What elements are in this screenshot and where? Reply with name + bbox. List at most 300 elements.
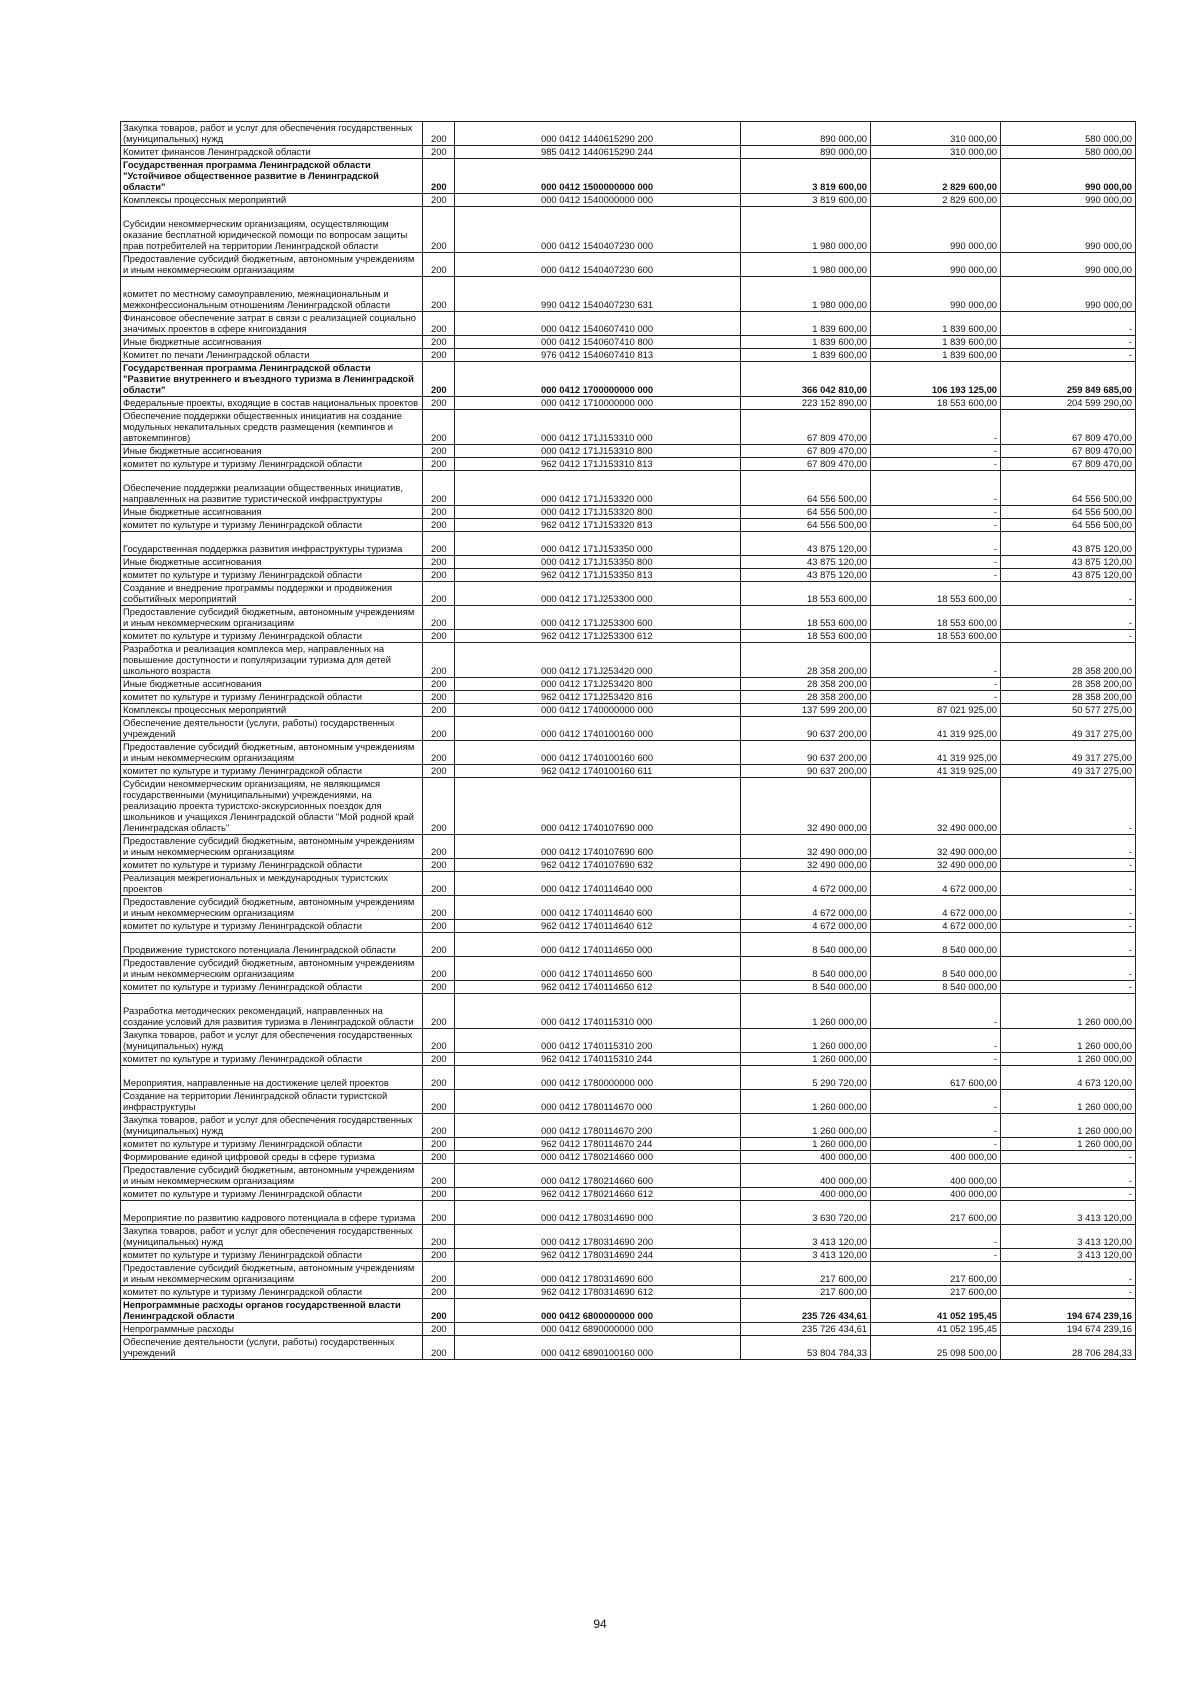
row-code-cell: 200 <box>423 349 455 362</box>
amount-own-cell: 1 839 600,00 <box>871 336 1001 349</box>
table-row <box>121 1336 1136 1360</box>
amount-own-cell: - <box>871 1053 1001 1066</box>
row-name-cell: Государственная поддержка развития инфраструктуры туризма <box>121 532 423 556</box>
amount-own-cell: - <box>871 532 1001 556</box>
amount-other-cell: 204 599 290,00 <box>1001 397 1136 410</box>
table-row <box>121 1029 1136 1053</box>
amount-total-cell: 890 000,00 <box>741 146 871 159</box>
row-code-cell: 200 <box>423 122 455 146</box>
row-code-cell: 200 <box>423 630 455 643</box>
row-code-cell: 200 <box>423 1201 455 1225</box>
row-code-cell: 200 <box>423 1114 455 1138</box>
row-name-cell: комитет по культуре и туризму Ленинградской области <box>121 765 423 778</box>
amount-total-cell: 1 260 000,00 <box>741 1053 871 1066</box>
row-code-cell: 200 <box>423 1164 455 1188</box>
amount-total-cell: 5 290 720,00 <box>741 1066 871 1090</box>
table-row <box>121 741 1136 765</box>
row-code-cell: 200 <box>423 277 455 312</box>
amount-total-cell: 43 875 120,00 <box>741 556 871 569</box>
budget-classification-cell: 962 0412 171J153310 813 <box>455 458 741 471</box>
budget-classification-cell: 000 0412 1740115310 000 <box>455 994 741 1029</box>
amount-own-cell: - <box>871 1029 1001 1053</box>
amount-other-cell: 4 673 120,00 <box>1001 1066 1136 1090</box>
row-name-cell: Закупка товаров, работ и услуг для обеспечения государственных (муниципальных) нужд <box>121 122 423 146</box>
row-name-cell: Предоставление субсидий бюджетным, автономным учреждениям и иным некоммерческим организациям <box>121 1164 423 1188</box>
table-row <box>121 519 1136 532</box>
budget-classification-cell: 000 0412 1780000000 000 <box>455 1066 741 1090</box>
table-row <box>121 717 1136 741</box>
amount-total-cell: 18 553 600,00 <box>741 630 871 643</box>
amount-other-cell: - <box>1001 957 1136 981</box>
amount-total-cell: 32 490 000,00 <box>741 835 871 859</box>
table-row <box>121 1249 1136 1262</box>
amount-other-cell: 990 000,00 <box>1001 194 1136 207</box>
amount-other-cell: - <box>1001 1164 1136 1188</box>
amount-other-cell: 1 260 000,00 <box>1001 1090 1136 1114</box>
row-code-cell: 200 <box>423 362 455 397</box>
table-row <box>121 582 1136 606</box>
table-row <box>121 445 1136 458</box>
amount-total-cell: 1 839 600,00 <box>741 312 871 336</box>
table-row <box>121 1090 1136 1114</box>
row-name-cell: Непрограммные расходы органов государственной власти Ленинградской области <box>121 1299 423 1323</box>
row-name-cell: комитет по культуре и туризму Ленинградской области <box>121 630 423 643</box>
budget-classification-cell: 962 0412 1780214660 612 <box>455 1188 741 1201</box>
row-code-cell: 200 <box>423 1323 455 1336</box>
table-row <box>121 765 1136 778</box>
row-name-cell: Непрограммные расходы <box>121 1323 423 1336</box>
table-row <box>121 458 1136 471</box>
amount-total-cell: 366 042 810,00 <box>741 362 871 397</box>
budget-classification-cell: 000 0412 1540407230 000 <box>455 207 741 253</box>
row-name-cell: комитет по культуре и туризму Ленинградской области <box>121 1053 423 1066</box>
amount-other-cell: - <box>1001 630 1136 643</box>
table-row <box>121 691 1136 704</box>
amount-own-cell: 18 553 600,00 <box>871 630 1001 643</box>
amount-total-cell: 1 260 000,00 <box>741 1029 871 1053</box>
amount-own-cell: - <box>871 994 1001 1029</box>
amount-own-cell: - <box>871 569 1001 582</box>
amount-total-cell: 8 540 000,00 <box>741 957 871 981</box>
amount-total-cell: 217 600,00 <box>741 1262 871 1286</box>
amount-total-cell: 400 000,00 <box>741 1151 871 1164</box>
table-row <box>121 1164 1136 1188</box>
amount-total-cell: 8 540 000,00 <box>741 933 871 957</box>
budget-classification-cell: 000 0412 6890100160 000 <box>455 1336 741 1360</box>
amount-total-cell: 235 726 434,61 <box>741 1323 871 1336</box>
amount-total-cell: 67 809 470,00 <box>741 458 871 471</box>
amount-total-cell: 1 980 000,00 <box>741 253 871 277</box>
amount-own-cell: 400 000,00 <box>871 1151 1001 1164</box>
amount-own-cell: 32 490 000,00 <box>871 835 1001 859</box>
amount-other-cell: 1 260 000,00 <box>1001 1114 1136 1138</box>
table-row <box>121 146 1136 159</box>
table-row <box>121 678 1136 691</box>
row-code-cell: 200 <box>423 835 455 859</box>
budget-classification-cell: 000 0412 171J153320 800 <box>455 506 741 519</box>
table-row <box>121 159 1136 194</box>
budget-classification-cell: 000 0412 1500000000 000 <box>455 159 741 194</box>
row-code-cell: 200 <box>423 532 455 556</box>
amount-own-cell: 4 672 000,00 <box>871 872 1001 896</box>
table-row <box>121 194 1136 207</box>
amount-other-cell: - <box>1001 1286 1136 1299</box>
budget-classification-cell: 962 0412 171J253300 612 <box>455 630 741 643</box>
row-name-cell: Иные бюджетные ассигнования <box>121 445 423 458</box>
table-row <box>121 835 1136 859</box>
amount-own-cell: 4 672 000,00 <box>871 920 1001 933</box>
budget-classification-cell: 000 0412 1710000000 000 <box>455 397 741 410</box>
row-code-cell: 200 <box>423 1225 455 1249</box>
amount-other-cell: 1 260 000,00 <box>1001 1053 1136 1066</box>
row-code-cell: 200 <box>423 1249 455 1262</box>
amount-total-cell: 43 875 120,00 <box>741 569 871 582</box>
row-code-cell: 200 <box>423 872 455 896</box>
row-code-cell: 200 <box>423 896 455 920</box>
amount-total-cell: 890 000,00 <box>741 122 871 146</box>
amount-total-cell: 32 490 000,00 <box>741 778 871 835</box>
budget-classification-cell: 000 0412 171J153350 800 <box>455 556 741 569</box>
row-code-cell: 200 <box>423 336 455 349</box>
amount-own-cell: 400 000,00 <box>871 1188 1001 1201</box>
row-name-cell: Создание на территории Ленинградской области туристской инфраструктуры <box>121 1090 423 1114</box>
table-row <box>121 981 1136 994</box>
budget-classification-cell: 000 0412 1540607410 800 <box>455 336 741 349</box>
row-name-cell: Реализация межрегиональных и международных туристских проектов <box>121 872 423 896</box>
amount-own-cell: - <box>871 1114 1001 1138</box>
amount-total-cell: 223 152 890,00 <box>741 397 871 410</box>
amount-own-cell: 217 600,00 <box>871 1262 1001 1286</box>
amount-total-cell: 235 726 434,61 <box>741 1299 871 1323</box>
table-row <box>121 569 1136 582</box>
amount-total-cell: 1 980 000,00 <box>741 277 871 312</box>
budget-classification-cell: 000 0412 171J253300 600 <box>455 606 741 630</box>
amount-own-cell: - <box>871 445 1001 458</box>
row-code-cell: 200 <box>423 253 455 277</box>
amount-own-cell: - <box>871 410 1001 445</box>
row-code-cell: 200 <box>423 765 455 778</box>
amount-other-cell: 28 358 200,00 <box>1001 643 1136 678</box>
budget-classification-cell: 962 0412 1780314690 612 <box>455 1286 741 1299</box>
row-name-cell: Иные бюджетные ассигнования <box>121 506 423 519</box>
amount-own-cell: 1 839 600,00 <box>871 349 1001 362</box>
row-name-cell: комитет по культуре и туризму Ленинградской области <box>121 1286 423 1299</box>
row-code-cell: 200 <box>423 397 455 410</box>
row-name-cell: Закупка товаров, работ и услуг для обеспечения государственных (муниципальных) нужд <box>121 1225 423 1249</box>
amount-own-cell: 18 553 600,00 <box>871 606 1001 630</box>
amount-other-cell: 28 706 284,33 <box>1001 1336 1136 1360</box>
row-code-cell: 200 <box>423 1138 455 1151</box>
budget-classification-cell: 000 0412 1780314690 600 <box>455 1262 741 1286</box>
amount-other-cell: - <box>1001 1262 1136 1286</box>
amount-own-cell: - <box>871 471 1001 506</box>
row-code-cell: 200 <box>423 1336 455 1360</box>
row-code-cell: 200 <box>423 471 455 506</box>
budget-classification-cell: 000 0412 171J153350 000 <box>455 532 741 556</box>
amount-total-cell: 18 553 600,00 <box>741 606 871 630</box>
row-code-cell: 200 <box>423 933 455 957</box>
row-name-cell: Предоставление субсидий бюджетным, автономным учреждениям и иным некоммерческим организациям <box>121 741 423 765</box>
amount-total-cell: 64 556 500,00 <box>741 471 871 506</box>
table-row <box>121 349 1136 362</box>
amount-total-cell: 67 809 470,00 <box>741 410 871 445</box>
amount-own-cell: - <box>871 458 1001 471</box>
amount-other-cell: 3 413 120,00 <box>1001 1201 1136 1225</box>
row-name-cell: Формирование единой цифровой среды в сфере туризма <box>121 1151 423 1164</box>
amount-own-cell: - <box>871 1225 1001 1249</box>
amount-other-cell: 990 000,00 <box>1001 159 1136 194</box>
budget-classification-cell: 000 0412 1540407230 600 <box>455 253 741 277</box>
row-code-cell: 200 <box>423 1299 455 1323</box>
amount-total-cell: 1 839 600,00 <box>741 349 871 362</box>
row-code-cell: 200 <box>423 920 455 933</box>
table-row <box>121 410 1136 445</box>
row-name-cell: Комплексы процессных мероприятий <box>121 704 423 717</box>
row-code-cell: 200 <box>423 312 455 336</box>
row-code-cell: 200 <box>423 691 455 704</box>
amount-own-cell: 87 021 925,00 <box>871 704 1001 717</box>
amount-other-cell: - <box>1001 835 1136 859</box>
amount-other-cell: - <box>1001 1151 1136 1164</box>
amount-total-cell: 90 637 200,00 <box>741 765 871 778</box>
row-name-cell: комитет по культуре и туризму Ленинградской области <box>121 920 423 933</box>
budget-classification-cell: 000 0412 1740100160 000 <box>455 717 741 741</box>
amount-other-cell: 28 358 200,00 <box>1001 678 1136 691</box>
budget-classification-cell: 000 0412 1780214660 000 <box>455 1151 741 1164</box>
row-code-cell: 200 <box>423 717 455 741</box>
amount-total-cell: 3 819 600,00 <box>741 194 871 207</box>
amount-own-cell: - <box>871 1249 1001 1262</box>
table-row <box>121 1299 1136 1323</box>
row-name-cell: Предоставление субсидий бюджетным, автономным учреждениям и иным некоммерческим организациям <box>121 835 423 859</box>
amount-other-cell: 67 809 470,00 <box>1001 410 1136 445</box>
amount-own-cell: 990 000,00 <box>871 253 1001 277</box>
amount-total-cell: 90 637 200,00 <box>741 741 871 765</box>
amount-total-cell: 4 672 000,00 <box>741 896 871 920</box>
row-code-cell: 200 <box>423 1188 455 1201</box>
table-row <box>121 859 1136 872</box>
row-name-cell: комитет по местному самоуправлению, межнациональным и межконфессиональным отношениям Ленинградской области <box>121 277 423 312</box>
row-code-cell: 200 <box>423 458 455 471</box>
amount-own-cell: 8 540 000,00 <box>871 957 1001 981</box>
row-code-cell: 200 <box>423 445 455 458</box>
amount-total-cell: 1 260 000,00 <box>741 1090 871 1114</box>
budget-classification-cell: 962 0412 1740114640 612 <box>455 920 741 933</box>
table-row <box>121 1151 1136 1164</box>
row-code-cell: 200 <box>423 678 455 691</box>
amount-other-cell: 43 875 120,00 <box>1001 569 1136 582</box>
budget-table-body <box>121 122 1136 1360</box>
amount-other-cell: - <box>1001 606 1136 630</box>
row-name-cell: Продвижение туристского потенциала Ленинградской области <box>121 933 423 957</box>
amount-other-cell: - <box>1001 981 1136 994</box>
table-row <box>121 933 1136 957</box>
amount-other-cell: - <box>1001 872 1136 896</box>
row-code-cell: 200 <box>423 981 455 994</box>
row-code-cell: 200 <box>423 1286 455 1299</box>
amount-other-cell: - <box>1001 778 1136 835</box>
budget-classification-cell: 962 0412 171J253420 816 <box>455 691 741 704</box>
budget-classification-cell: 000 0412 1740114650 000 <box>455 933 741 957</box>
amount-total-cell: 32 490 000,00 <box>741 859 871 872</box>
table-row <box>121 506 1136 519</box>
row-code-cell: 200 <box>423 859 455 872</box>
budget-classification-cell: 962 0412 1740100160 611 <box>455 765 741 778</box>
amount-own-cell: - <box>871 556 1001 569</box>
row-name-cell: Субсидии некоммерческим организациям, осуществляющим оказание бесплатной юридической помощи по вопросам защиты прав потребителей на территории Ленинградской области <box>121 207 423 253</box>
amount-other-cell: 990 000,00 <box>1001 207 1136 253</box>
budget-classification-cell: 962 0412 1780314690 244 <box>455 1249 741 1262</box>
amount-own-cell: 310 000,00 <box>871 146 1001 159</box>
row-name-cell: Иные бюджетные ассигнования <box>121 556 423 569</box>
row-name-cell: Государственная программа Ленинградской области "Развитие внутреннего и въездного туризма в Ленинградской области" <box>121 362 423 397</box>
amount-total-cell: 18 553 600,00 <box>741 582 871 606</box>
amount-other-cell: 3 413 120,00 <box>1001 1249 1136 1262</box>
amount-own-cell: - <box>871 678 1001 691</box>
budget-table <box>120 121 1136 1360</box>
table-row <box>121 556 1136 569</box>
budget-classification-cell: 985 0412 1440615290 244 <box>455 146 741 159</box>
budget-classification-cell: 000 0412 171J253420 000 <box>455 643 741 678</box>
page-number: 94 <box>593 1617 607 1631</box>
budget-classification-cell: 962 0412 171J153350 813 <box>455 569 741 582</box>
row-name-cell: Обеспечение деятельности (услуги, работы) государственных учреждений <box>121 1336 423 1360</box>
table-row <box>121 1188 1136 1201</box>
row-code-cell: 200 <box>423 1029 455 1053</box>
amount-own-cell: 41 319 925,00 <box>871 741 1001 765</box>
budget-classification-cell: 000 0412 1540607410 000 <box>455 312 741 336</box>
amount-total-cell: 3 413 120,00 <box>741 1249 871 1262</box>
row-name-cell: Создание и внедрение программы поддержки и продвижения событийных мероприятий <box>121 582 423 606</box>
amount-own-cell: 41 052 195,45 <box>871 1323 1001 1336</box>
amount-own-cell: - <box>871 1138 1001 1151</box>
budget-classification-cell: 000 0412 1740115310 200 <box>455 1029 741 1053</box>
amount-own-cell: 217 600,00 <box>871 1201 1001 1225</box>
budget-classification-cell: 000 0412 1780114670 200 <box>455 1114 741 1138</box>
budget-classification-cell: 000 0412 1740114650 600 <box>455 957 741 981</box>
amount-other-cell: 49 317 275,00 <box>1001 765 1136 778</box>
budget-classification-cell: 000 0412 171J253300 000 <box>455 582 741 606</box>
row-code-cell: 200 <box>423 410 455 445</box>
amount-other-cell: 990 000,00 <box>1001 277 1136 312</box>
amount-other-cell: 64 556 500,00 <box>1001 519 1136 532</box>
amount-other-cell: 1 260 000,00 <box>1001 1138 1136 1151</box>
row-code-cell: 200 <box>423 741 455 765</box>
row-code-cell: 200 <box>423 207 455 253</box>
amount-total-cell: 90 637 200,00 <box>741 717 871 741</box>
row-name-cell: Обеспечение деятельности (услуги, работы) государственных учреждений <box>121 717 423 741</box>
amount-total-cell: 400 000,00 <box>741 1188 871 1201</box>
row-name-cell: Иные бюджетные ассигнования <box>121 336 423 349</box>
amount-other-cell: 67 809 470,00 <box>1001 445 1136 458</box>
amount-other-cell: 580 000,00 <box>1001 146 1136 159</box>
row-name-cell: Комплексы процессных мероприятий <box>121 194 423 207</box>
budget-classification-cell: 000 0412 1740114640 000 <box>455 872 741 896</box>
row-name-cell: Комитет по печати Ленинградской области <box>121 349 423 362</box>
table-row <box>121 397 1136 410</box>
amount-own-cell: - <box>871 506 1001 519</box>
budget-classification-cell: 962 0412 1740107690 632 <box>455 859 741 872</box>
row-name-cell: Предоставление субсидий бюджетным, автономным учреждениям и иным некоммерческим организациям <box>121 253 423 277</box>
amount-own-cell: 25 098 500,00 <box>871 1336 1001 1360</box>
row-name-cell: Федеральные проекты, входящие в состав национальных проектов <box>121 397 423 410</box>
amount-total-cell: 1 260 000,00 <box>741 1114 871 1138</box>
row-code-cell: 200 <box>423 159 455 194</box>
table-row <box>121 1286 1136 1299</box>
amount-total-cell: 53 804 784,33 <box>741 1336 871 1360</box>
table-row <box>121 896 1136 920</box>
amount-other-cell: - <box>1001 933 1136 957</box>
row-name-cell: Мероприятия, направленные на достижение целей проектов <box>121 1066 423 1090</box>
table-row <box>121 312 1136 336</box>
budget-classification-cell: 962 0412 171J153320 813 <box>455 519 741 532</box>
row-code-cell: 200 <box>423 704 455 717</box>
amount-other-cell: 50 577 275,00 <box>1001 704 1136 717</box>
budget-classification-cell: 962 0412 1740114650 612 <box>455 981 741 994</box>
budget-classification-cell: 000 0412 1740100160 600 <box>455 741 741 765</box>
table-row <box>121 122 1136 146</box>
amount-own-cell: 32 490 000,00 <box>871 778 1001 835</box>
amount-other-cell: 67 809 470,00 <box>1001 458 1136 471</box>
row-name-cell: Закупка товаров, работ и услуг для обеспечения государственных (муниципальных) нужд <box>121 1029 423 1053</box>
budget-classification-cell: 000 0412 1700000000 000 <box>455 362 741 397</box>
amount-own-cell: 310 000,00 <box>871 122 1001 146</box>
row-code-cell: 200 <box>423 194 455 207</box>
amount-total-cell: 400 000,00 <box>741 1164 871 1188</box>
row-name-cell: комитет по культуре и туризму Ленинградской области <box>121 691 423 704</box>
table-row <box>121 643 1136 678</box>
row-code-cell: 200 <box>423 1262 455 1286</box>
row-name-cell: Предоставление субсидий бюджетным, автономным учреждениям и иным некоммерческим организациям <box>121 606 423 630</box>
table-row <box>121 1323 1136 1336</box>
row-name-cell: комитет по культуре и туризму Ленинградской области <box>121 859 423 872</box>
amount-other-cell: 49 317 275,00 <box>1001 717 1136 741</box>
row-code-cell: 200 <box>423 1090 455 1114</box>
amount-total-cell: 1 839 600,00 <box>741 336 871 349</box>
budget-classification-cell: 000 0412 6800000000 000 <box>455 1299 741 1323</box>
row-name-cell: Предоставление субсидий бюджетным, автономным учреждениям и иным некоммерческим организациям <box>121 896 423 920</box>
row-code-cell: 200 <box>423 1066 455 1090</box>
amount-total-cell: 3 413 120,00 <box>741 1225 871 1249</box>
budget-classification-cell: 000 0412 171J253420 800 <box>455 678 741 691</box>
amount-own-cell: 8 540 000,00 <box>871 981 1001 994</box>
table-row <box>121 957 1136 981</box>
budget-classification-cell: 962 0412 1780114670 244 <box>455 1138 741 1151</box>
amount-other-cell: - <box>1001 582 1136 606</box>
amount-own-cell: 41 319 925,00 <box>871 765 1001 778</box>
table-row <box>121 1138 1136 1151</box>
table-row <box>121 994 1136 1029</box>
amount-total-cell: 1 260 000,00 <box>741 994 871 1029</box>
amount-total-cell: 3 819 600,00 <box>741 159 871 194</box>
budget-classification-cell: 000 0412 1740107690 000 <box>455 778 741 835</box>
budget-classification-cell: 000 0412 1780214660 600 <box>455 1164 741 1188</box>
amount-other-cell: - <box>1001 349 1136 362</box>
table-row <box>121 606 1136 630</box>
amount-total-cell: 67 809 470,00 <box>741 445 871 458</box>
table-row <box>121 630 1136 643</box>
row-name-cell: Обеспечение поддержки реализации общественных инициатив, направленных на развитие туристической инфраструктуры <box>121 471 423 506</box>
row-name-cell: Обеспечение поддержки общественных инициатив на создание модульных некапитальных средств размещения (кемпингов и автокемпингов) <box>121 410 423 445</box>
row-name-cell: Комитет финансов Ленинградской области <box>121 146 423 159</box>
row-code-cell: 200 <box>423 606 455 630</box>
table-row <box>121 207 1136 253</box>
budget-classification-cell: 990 0412 1540407230 631 <box>455 277 741 312</box>
amount-other-cell: 194 674 239,16 <box>1001 1323 1136 1336</box>
amount-own-cell: 18 553 600,00 <box>871 397 1001 410</box>
amount-own-cell: 4 672 000,00 <box>871 896 1001 920</box>
amount-other-cell: 194 674 239,16 <box>1001 1299 1136 1323</box>
